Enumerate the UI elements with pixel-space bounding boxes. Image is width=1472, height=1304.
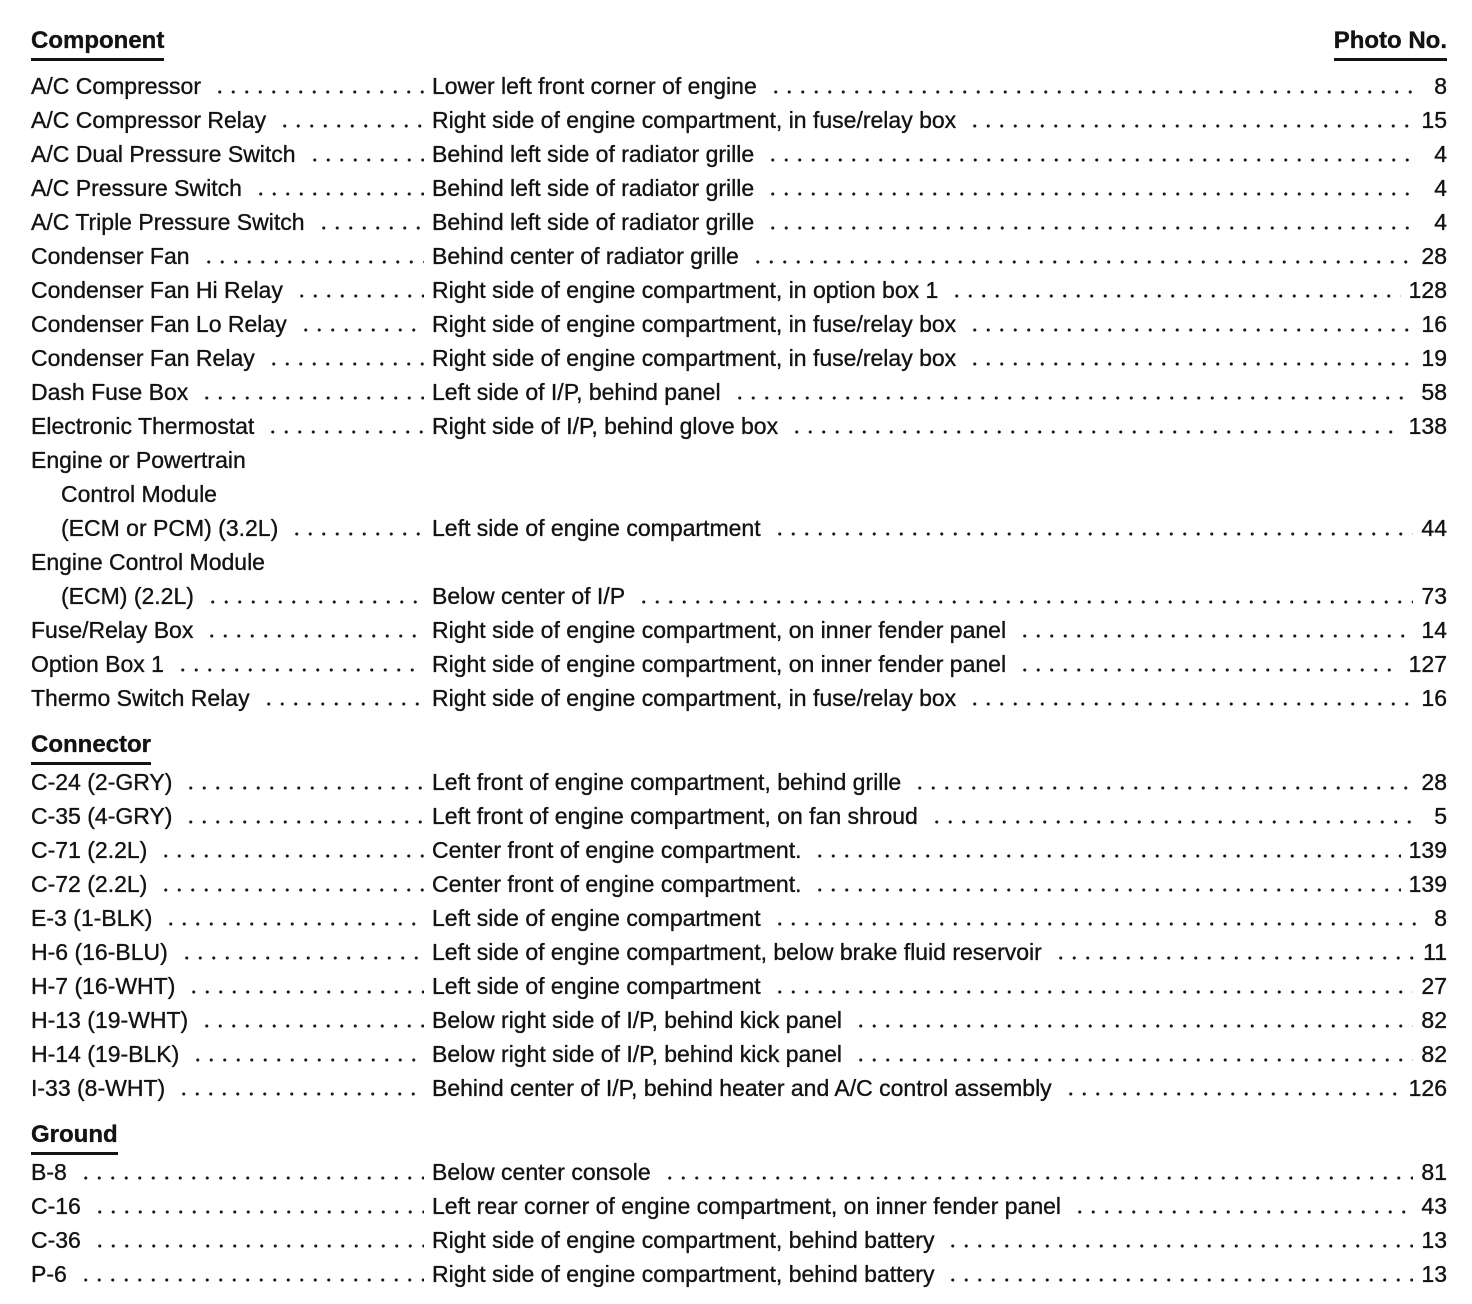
dot-leader (661, 1155, 1414, 1189)
entry-location: Right side of engine compartment, behind battery (432, 1227, 935, 1253)
dot-leader (162, 901, 424, 935)
entry-location: Center front of engine compartment. (432, 837, 802, 863)
index-row (31, 647, 1447, 681)
location-cell (432, 307, 1447, 341)
entry-name: Engine or Powertrain (31, 447, 246, 473)
photo-number: 4 (1434, 209, 1447, 235)
photo-number: 139 (1408, 837, 1447, 863)
dot-leader (200, 239, 424, 273)
photo-number: 8 (1434, 73, 1447, 99)
name-cell (31, 1037, 432, 1071)
name-cell (31, 69, 432, 103)
entry-location: Below center console (432, 1159, 651, 1185)
index-row (31, 681, 1447, 715)
entry-location: Behind left side of radiator grille (432, 175, 755, 201)
dot-leader (852, 1003, 1413, 1037)
entry-name: (ECM) (2.2L) (61, 583, 194, 609)
entry-name: A/C Compressor Relay (31, 107, 267, 133)
photo-number: 126 (1408, 1075, 1447, 1101)
dot-leader (178, 935, 424, 969)
location-cell (432, 935, 1447, 969)
index-row (31, 545, 1447, 579)
photo-number: 58 (1421, 379, 1447, 405)
index-row (31, 171, 1447, 205)
dot-leader (811, 833, 1400, 867)
entry-location: Right side of engine compartment, in fuse/relay box (432, 107, 957, 133)
location-cell (432, 1071, 1447, 1105)
dot-leader (767, 69, 1417, 103)
photo-number: 27 (1421, 973, 1447, 999)
dot-leader (198, 1003, 424, 1037)
sections (31, 69, 1447, 1291)
photo-number: 139 (1408, 871, 1447, 897)
dot-leader (928, 799, 1417, 833)
location-cell (432, 409, 1447, 443)
entry-name: A/C Pressure Switch (31, 175, 242, 201)
location-cell (432, 579, 1447, 613)
entry-name: A/C Dual Pressure Switch (31, 141, 296, 167)
name-cell (31, 901, 432, 935)
index-header-line (31, 24, 1447, 61)
location-cell (432, 103, 1447, 137)
entry-location: Right side of engine compartment, on inner fender panel (432, 617, 1007, 643)
section-title (31, 728, 1447, 765)
entry-location: Right side of engine compartment, in fuse/relay box (432, 311, 957, 337)
location-cell (432, 647, 1447, 681)
dot-leader (911, 765, 1413, 799)
dot-leader (1016, 613, 1413, 647)
dot-leader (966, 307, 1413, 341)
dot-leader (764, 137, 1417, 171)
dot-leader (966, 341, 1413, 375)
photo-number: 81 (1421, 1159, 1447, 1185)
index-row (31, 833, 1447, 867)
entry-name: I-33 (8-WHT) (31, 1075, 166, 1101)
dot-leader (948, 273, 1400, 307)
dot-leader (788, 409, 1401, 443)
location-cell (432, 1003, 1447, 1037)
entry-name: C-16 (31, 1193, 81, 1219)
dot-leader (198, 375, 424, 409)
photo-number: 11 (1423, 939, 1447, 965)
entry-name: Option Box 1 (31, 651, 164, 677)
entry-name: Condenser Fan (31, 243, 190, 269)
entry-location: Right side of I/P, behind glove box (432, 413, 779, 439)
index-row (31, 205, 1447, 239)
photo-number: 16 (1421, 685, 1447, 711)
name-cell (31, 239, 432, 273)
location-cell (432, 273, 1447, 307)
name-cell (31, 1189, 432, 1223)
entry-name: Dash Fuse Box (31, 379, 189, 405)
entry-location: Left rear corner of engine compartment, on inner fender panel (432, 1193, 1062, 1219)
dot-leader (204, 579, 424, 613)
dot-leader (1052, 935, 1415, 969)
photo-number: 28 (1421, 769, 1447, 795)
entry-name: Condenser Fan Hi Relay (31, 277, 283, 303)
dot-leader (203, 613, 424, 647)
index-row (31, 1257, 1447, 1291)
entry-location: Lower left front corner of engine (432, 73, 757, 99)
dot-leader (77, 1257, 424, 1291)
dot-leader (174, 647, 424, 681)
photo-number: 4 (1434, 175, 1447, 201)
photo-number: 19 (1421, 345, 1447, 371)
dot-leader (635, 579, 1413, 613)
dot-leader (211, 69, 424, 103)
photo-number: 5 (1434, 803, 1447, 829)
entry-location: Right side of engine compartment, in fuse/relay box (432, 345, 957, 371)
name-cell (31, 1003, 432, 1037)
entry-location: Behind left side of radiator grille (432, 141, 755, 167)
location-cell (432, 1037, 1447, 1071)
dot-leader (749, 239, 1414, 273)
dot-leader (157, 833, 424, 867)
name-cell (31, 137, 432, 171)
location-cell (432, 511, 1447, 545)
entry-name: (ECM or PCM) (3.2L) (61, 515, 279, 541)
name-cell (31, 375, 432, 409)
dot-leader (811, 867, 1400, 901)
index-row (31, 1003, 1447, 1037)
photo-number: 44 (1421, 515, 1447, 541)
name-cell (31, 833, 432, 867)
index-row (31, 1037, 1447, 1071)
location-cell (432, 613, 1447, 647)
entry-location: Behind center of radiator grille (432, 243, 739, 269)
entry-location: Below right side of I/P, behind kick panel (432, 1041, 842, 1067)
dot-leader (764, 171, 1417, 205)
entry-name: Condenser Fan Relay (31, 345, 255, 371)
section-title-text: Connector (31, 728, 151, 765)
name-cell (31, 307, 432, 341)
dot-leader (276, 103, 424, 137)
photo-number: 15 (1421, 107, 1447, 133)
dot-leader (944, 1223, 1413, 1257)
index-row (31, 409, 1447, 443)
location-cell (432, 1223, 1447, 1257)
dot-leader (189, 1037, 424, 1071)
photo-number: 28 (1421, 243, 1447, 269)
name-cell (31, 935, 432, 969)
photo-number: 13 (1421, 1227, 1447, 1253)
index-row (31, 613, 1447, 647)
name-cell (31, 969, 432, 1003)
index-row (31, 1189, 1447, 1223)
entry-location: Left front of engine compartment, on fan shroud (432, 803, 918, 829)
photo-number: 14 (1421, 617, 1447, 643)
index-row (31, 935, 1447, 969)
location-cell (432, 681, 1447, 715)
entry-name: A/C Triple Pressure Switch (31, 209, 305, 235)
name-cell (31, 511, 432, 545)
entry-name: H-6 (16-BLU) (31, 939, 168, 965)
location-cell (432, 833, 1447, 867)
location-cell (432, 901, 1447, 935)
entry-location: Left side of engine compartment (432, 973, 761, 999)
name-cell (31, 545, 1447, 579)
location-cell (432, 375, 1447, 409)
index-row (31, 1223, 1447, 1257)
index-row (31, 137, 1447, 171)
location-cell (432, 69, 1447, 103)
entry-name: A/C Compressor (31, 73, 201, 99)
entry-location: Left side of engine compartment (432, 515, 761, 541)
entry-name: H-7 (16-WHT) (31, 973, 176, 999)
name-cell (31, 765, 432, 799)
dot-leader (91, 1189, 424, 1223)
entry-location: Right side of engine compartment, on inner fender panel (432, 651, 1007, 677)
dot-leader (175, 1071, 424, 1105)
dot-leader (315, 205, 424, 239)
dot-leader (1062, 1071, 1401, 1105)
index-row (31, 69, 1447, 103)
entry-name: Condenser Fan Lo Relay (31, 311, 287, 337)
entry-name: E-3 (1-BLK) (31, 905, 153, 931)
photo-number: 43 (1421, 1193, 1447, 1219)
photo-number: 82 (1421, 1007, 1447, 1033)
photo-number: 127 (1408, 651, 1447, 677)
photo-number: 73 (1421, 583, 1447, 609)
dot-leader (966, 681, 1413, 715)
name-cell (31, 1223, 432, 1257)
dot-leader (77, 1155, 424, 1189)
entry-location: Left side of engine compartment, below brake fluid reservoir (432, 939, 1042, 965)
photo-number: 128 (1408, 277, 1447, 303)
entry-name: B-8 (31, 1159, 67, 1185)
entry-name: C-24 (2-GRY) (31, 769, 173, 795)
index-row (31, 103, 1447, 137)
entry-location: Behind center of I/P, behind heater and A/C control assembly (432, 1075, 1052, 1101)
name-cell (31, 579, 432, 613)
entry-name: Control Module (61, 481, 217, 507)
entry-location: Left side of I/P, behind panel (432, 379, 721, 405)
name-cell (31, 1155, 432, 1189)
location-cell (432, 1155, 1447, 1189)
photo-no-column-header: Photo No. (1334, 24, 1447, 61)
index-row (31, 579, 1447, 613)
dot-leader (771, 901, 1417, 935)
name-cell (31, 103, 432, 137)
name-cell (31, 647, 432, 681)
entry-name: Fuse/Relay Box (31, 617, 194, 643)
name-cell (31, 171, 432, 205)
dot-leader (185, 969, 424, 1003)
location-cell (432, 969, 1447, 1003)
entry-name: C-35 (4-GRY) (31, 803, 173, 829)
name-cell (31, 681, 432, 715)
dot-leader (771, 969, 1414, 1003)
index-row (31, 273, 1447, 307)
entry-location: Below right side of I/P, behind kick panel (432, 1007, 842, 1033)
dot-leader (852, 1037, 1413, 1071)
name-cell (31, 205, 432, 239)
name-cell (31, 867, 432, 901)
location-cell (432, 765, 1447, 799)
name-cell (31, 1257, 432, 1291)
name-cell (31, 273, 432, 307)
entry-name: C-71 (2.2L) (31, 837, 148, 863)
name-cell (31, 799, 432, 833)
entry-name: Thermo Switch Relay (31, 685, 250, 711)
name-cell (31, 341, 432, 375)
index-row (31, 477, 1447, 511)
index-row (31, 307, 1447, 341)
index-row (31, 443, 1447, 477)
dot-leader (306, 137, 424, 171)
dot-leader (764, 205, 1417, 239)
location-cell (432, 867, 1447, 901)
entry-name: H-14 (19-BLK) (31, 1041, 180, 1067)
location-cell (432, 137, 1447, 171)
name-cell (31, 443, 1447, 477)
index-row (31, 341, 1447, 375)
dot-leader (297, 307, 424, 341)
index-row (31, 1071, 1447, 1105)
dot-leader (182, 799, 424, 833)
photo-number: 13 (1421, 1261, 1447, 1287)
component-column-header: Component (31, 24, 164, 61)
photo-number: 8 (1434, 905, 1447, 931)
index-row (31, 799, 1447, 833)
location-cell (432, 799, 1447, 833)
photo-number: 138 (1408, 413, 1447, 439)
entry-name: C-72 (2.2L) (31, 871, 148, 897)
photo-number: 16 (1421, 311, 1447, 337)
dot-leader (182, 765, 424, 799)
index-row (31, 867, 1447, 901)
dot-leader (252, 171, 424, 205)
location-cell (432, 239, 1447, 273)
entry-location: Right side of engine compartment, behind battery (432, 1261, 935, 1287)
photo-number: 82 (1421, 1041, 1447, 1067)
index-row (31, 511, 1447, 545)
entry-location: Below center of I/P (432, 583, 626, 609)
entry-location: Right side of engine compartment, in option box 1 (432, 277, 939, 303)
entry-name: Engine Control Module (31, 549, 265, 575)
dot-leader (293, 273, 424, 307)
entry-location: Behind left side of radiator grille (432, 209, 755, 235)
dot-leader (265, 341, 424, 375)
location-cell (432, 171, 1447, 205)
location-cell (432, 341, 1447, 375)
entry-name: C-36 (31, 1227, 81, 1253)
index-row (31, 901, 1447, 935)
entry-name: Electronic Thermostat (31, 413, 255, 439)
location-cell (432, 1257, 1447, 1291)
section-title (31, 1118, 1447, 1155)
dot-leader (260, 681, 424, 715)
dot-leader (731, 375, 1414, 409)
dot-leader (966, 103, 1413, 137)
entry-location: Center front of engine compartment. (432, 871, 802, 897)
entry-location: Right side of engine compartment, in fuse/relay box (432, 685, 957, 711)
index-row (31, 969, 1447, 1003)
index-row (31, 375, 1447, 409)
section-title-text: Ground (31, 1118, 118, 1155)
entry-name: P-6 (31, 1261, 67, 1287)
name-cell (31, 613, 432, 647)
dot-leader (771, 511, 1414, 545)
dot-leader (264, 409, 424, 443)
dot-leader (1016, 647, 1401, 681)
index-row (31, 1155, 1447, 1189)
entry-name: H-13 (19-WHT) (31, 1007, 189, 1033)
name-cell (31, 409, 432, 443)
photo-number: 4 (1434, 141, 1447, 167)
index-row (31, 239, 1447, 273)
dot-leader (288, 511, 424, 545)
location-cell (432, 1189, 1447, 1223)
dot-leader (944, 1257, 1413, 1291)
name-cell (31, 1071, 432, 1105)
name-cell (31, 477, 1447, 511)
dot-leader (157, 867, 424, 901)
dot-leader (91, 1223, 424, 1257)
index-row (31, 765, 1447, 799)
entry-location: Left front of engine compartment, behind grille (432, 769, 902, 795)
entry-location: Left side of engine compartment (432, 905, 761, 931)
dot-leader (1071, 1189, 1413, 1223)
location-cell (432, 205, 1447, 239)
